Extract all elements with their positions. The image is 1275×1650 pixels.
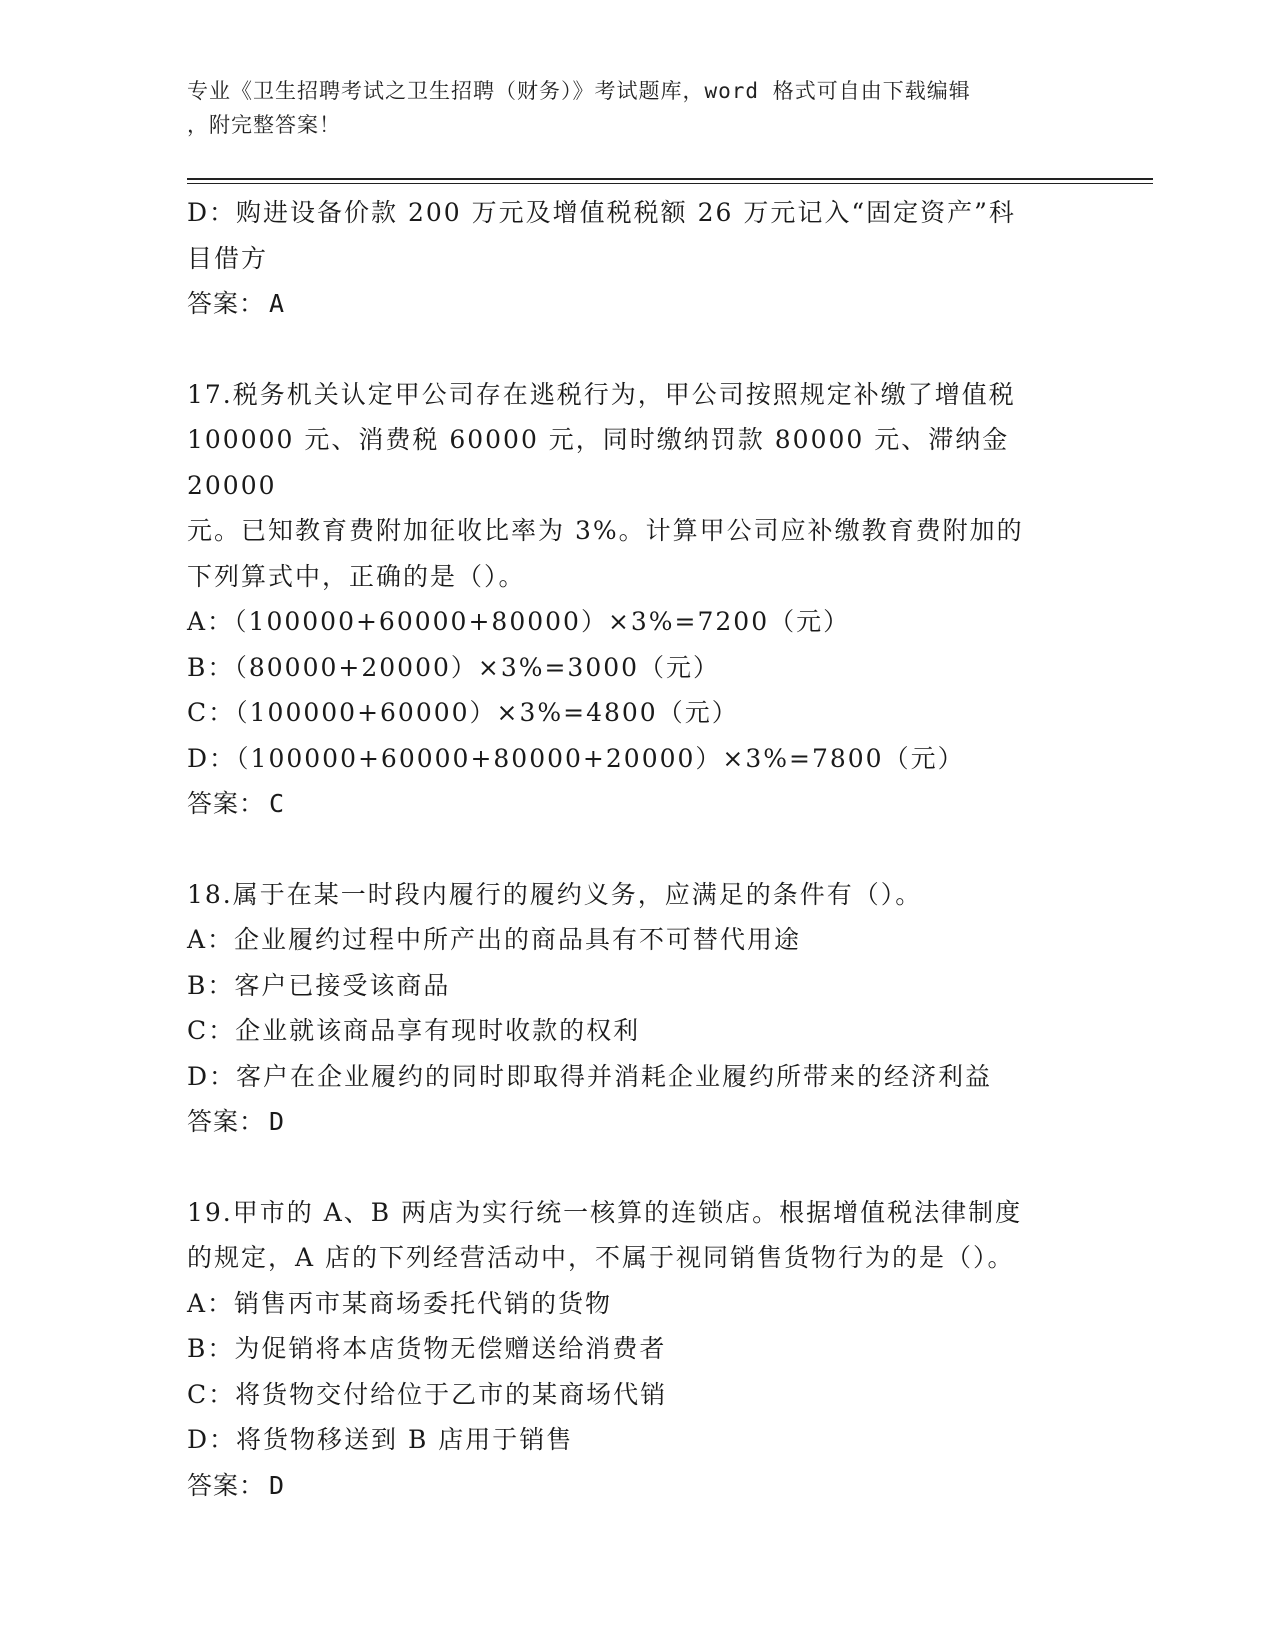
question-content [187,190,1087,1508]
option-b: B：（80000+20000）×3%=3000（元） [187,652,721,682]
option-c: C：企业就该商品享有现时收款的权利 [187,1016,641,1045]
answer-line [187,281,1087,327]
option-d-continued: 目借方 [187,243,269,273]
question-stem-line: 17.税务机关认定甲公司存在逃税行为，甲公司按照规定补缴了增值税 [187,379,1016,409]
question-16-tail [187,190,1087,327]
option-d: D：（100000+60000+80000+20000）×3%=7800（元） [187,743,965,773]
option-a: A：销售丙市某商场委托代销的货物 [187,1288,613,1318]
option-d: D：将货物移送到 B 店用于销售 [187,1425,574,1454]
answer-value: D [269,1107,286,1136]
question-19 [187,1190,1087,1509]
answer-value: D [269,1470,286,1500]
option-c: C：（100000+60000）×3%=4800（元） [187,698,739,727]
answer-label: 答案： [187,789,266,818]
option-b: B：为促销将本店货物无偿赠送给消费者 [187,1334,667,1363]
option-a: A：（100000+60000+80000）×3%=7200（元） [187,607,851,636]
question-17 [187,372,1087,827]
header-line-1: 专业《卫生招聘考试之卫生招聘（财务）》考试题库，word 格式可自由下载编辑 [187,79,971,103]
header-rule-thick [187,178,1153,180]
option-d: D：购进设备价款 200 万元及增值税税额 26 万元记入“固定资产”科 [187,198,1016,227]
option-a: A：企业履约过程中所产出的商品具有不可替代用途 [187,925,802,954]
question-18 [187,872,1087,1145]
answer-line [187,781,1087,827]
question-stem-line: 下列算式中，正确的是（）。 [187,561,526,591]
option-c: C：将货物交付给位于乙市的某商场代销 [187,1379,668,1409]
header-line-2: ，附完整答案！ [187,113,341,137]
document-header [187,74,1067,142]
answer-label: 答案： [187,289,266,318]
question-stem-line: 19.甲市的 A、B 两店为实行统一核算的连锁店。根据增值税法律制度 [187,1197,1023,1227]
header-rule-thin [187,183,1153,184]
option-b: B：客户已接受该商品 [187,970,451,1000]
answer-line [187,1099,1087,1145]
answer-value: C [269,789,286,818]
answer-line [187,1463,1087,1509]
option-d: D：客户在企业履约的同时即取得并消耗企业履约所带来的经济利益 [187,1061,993,1091]
question-stem-line: 元。已知教育费附加征收比率为 3%。计算甲公司应补缴教育费附加的 [187,516,1024,545]
question-stem-line: 100000 元、消费税 60000 元，同时缴纳罚款 80000 元、滞纳金 20000 [187,425,1020,500]
answer-value: A [269,289,286,318]
answer-label: 答案： [187,1470,266,1500]
question-stem-line: 18.属于在某一时段内履行的履约义务，应满足的条件有（）。 [187,879,923,909]
question-stem-line: 的规定，A 店的下列经营活动中，不属于视同销售货物行为的是（）。 [187,1243,1015,1272]
answer-label: 答案： [187,1107,266,1136]
